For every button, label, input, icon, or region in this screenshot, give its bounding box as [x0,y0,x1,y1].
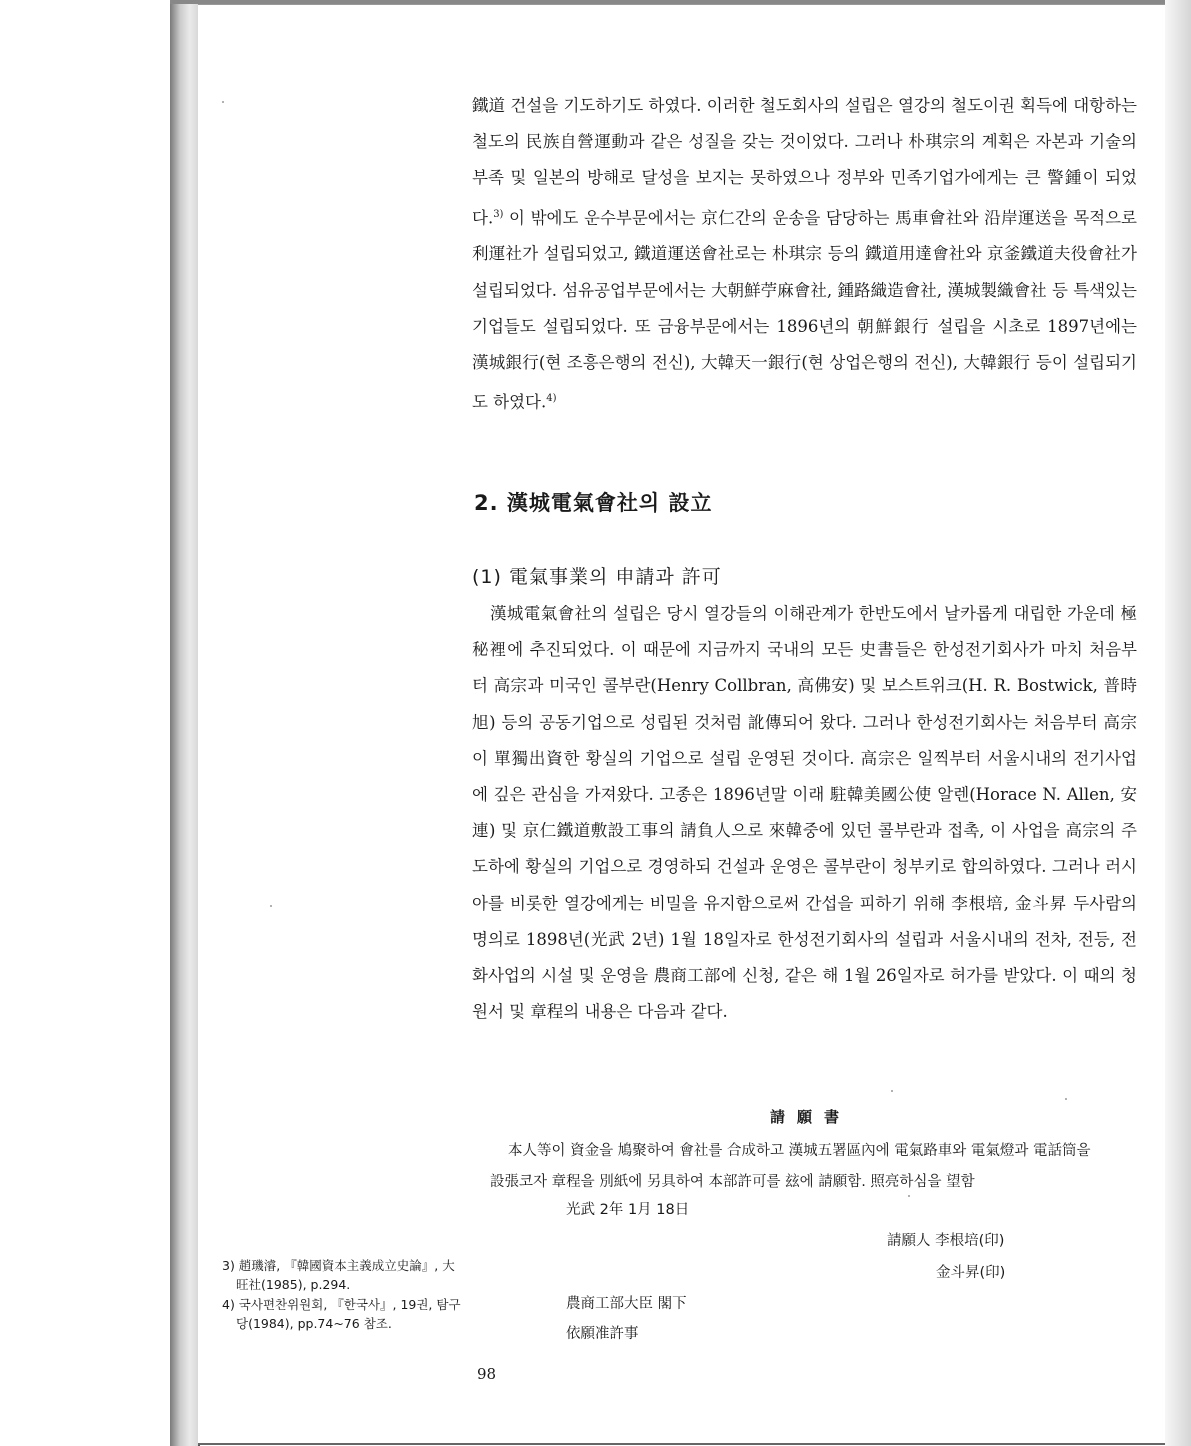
scan-speck [1065,1098,1067,1100]
subsection-heading: (1) 電氣事業의 申請과 許可 [472,566,722,588]
footnote: 4) 국사편찬위원회, 『한국사』, 19권, 탐구당(1984), pp.74~76 참조. [222,1297,461,1331]
page-number: 98 [477,1365,497,1383]
petition-date: 光武 2年 1月 18日 [566,1202,690,1218]
petition-signer: 請願人 李根培(印) [887,1233,1005,1249]
paragraph-text: 이 밖에도 운수부문에서는 京仁간의 운송을 담당하는 馬車會社와 沿岸運送을 목적으로 利運社가 설립되었고, 鐵道運送會社로는 朴琪宗 등의 鐵道用達會社와 京釜鐵道夫役會社가 설립되었다. 섬유공업부문에서는 大朝鮮苧麻會社, 鍾路織造會社, 漢城製織會社 등 특색있는 기업들도 설립되었다. 또 금융부문에서는 1896년의 朝鮮銀行 설립을 시초로 1897년에는 漢城銀行(현 조흥은행의 전신), 大韓天一銀行(현 상업은행의 전신), 大韓銀行 등이 설립되기도 하였다. [472,208,1137,412]
petition-title: 請願書 [770,1108,852,1126]
book-spine [170,0,200,1446]
footnote: 3) 趙璣濬, 『韓國資本主義成立史論』, 大旺社(1985), p.294. [222,1258,455,1292]
petition-line: 本人等이 資金을 鳩聚하여 會社를 合成하고 漢城五署區內에 電氣路車와 電氣燈과 電話筒을 [508,1143,1091,1159]
footnote-ref: 3) [493,208,504,220]
footnotes [222,1256,462,1334]
section-heading: 2. 漢城電氣會社의 設立 [474,491,713,515]
scan-speck [270,905,272,907]
petition-approval: 依願准許事 [566,1326,639,1342]
scan-speck [891,1090,893,1092]
body-paragraph-2: 漢城電氣會社의 설립은 당시 열강들의 이해관계가 한반도에서 날카롭게 대립한 가운데 極秘裡에 추진되었다. 이 때문에 지금까지 국내의 모든 史書들은 한성전기회사가 마치 처음부터 高宗과 미국인 콜부란(Henry Collbran, 高佛安) 및 보스트위크(H. R. Bostwick, 普時旭) 등의 공동기업으로 성립된 것처럼 訛傳되어 왔다. 그러나 한성전기회사는 처음부터 高宗이 單獨出資한 황실의 기업으로 설립 운영된 것이다. 高宗은 일찍부터 서울시내의 전기사업에 깊은 관심을 가져왔다. 고종은 1896년말 이래 駐韓美國公使 알렌(Horace N. Allen, 安連) 및 京仁鐵道敷設工事의 請負人으로 來韓중에 있던 콜부란과 접촉, 이 사업을 高宗의 주도하에 황실의 기업으로 경영하되 건설과 운영은 콜부란이 청부키로 합의하였다. 그러나 러시아를 비롯한 열강에게는 비밀을 유지함으로써 간섭을 피하기 위해 李根培, 金斗昇 두사람의 명의로 1898년(光武 2년) 1월 18일자로 한성전기회사의 설립과 서울시내의 전차, 전등, 전화사업의 시설 및 운영을 農商工部에 신청, 같은 해 1월 26일자로 허가를 받았다. 이 때의 청원서 및 章程의 내용은 다음과 같다. [472,604,1137,1022]
body-paragraph-1 [472,88,1137,421]
scan-speck [222,101,224,103]
petition-line: 設張코자 章程을 別紙에 另具하여 本部許可를 玆에 請願함. 照亮하심을 望함 [490,1174,975,1190]
scan-speck [908,1195,910,1197]
footnote-ref: 4) [546,393,557,405]
paragraph-text: 鐵道 건설을 기도하기도 하였다. 이러한 철도회사의 설립은 열강의 철도이권 획득에 대항하는 철도의 民族自營運動과 같은 성질을 갖는 것이었다. 그러나 朴琪宗의 계획은 자본과 기술의 부족 및 일본의 방해로 달성을 보지는 못하였으나 정부와 민족기업가에게는 큰 警鍾이 되었다. [472,96,1137,228]
petition-signer: 金斗昇(印) [936,1265,1006,1281]
petition-body [490,1136,1130,1198]
page-right-shadow [1165,0,1191,1446]
petition-addressee: 農商工部大臣 閣下 [566,1296,687,1312]
